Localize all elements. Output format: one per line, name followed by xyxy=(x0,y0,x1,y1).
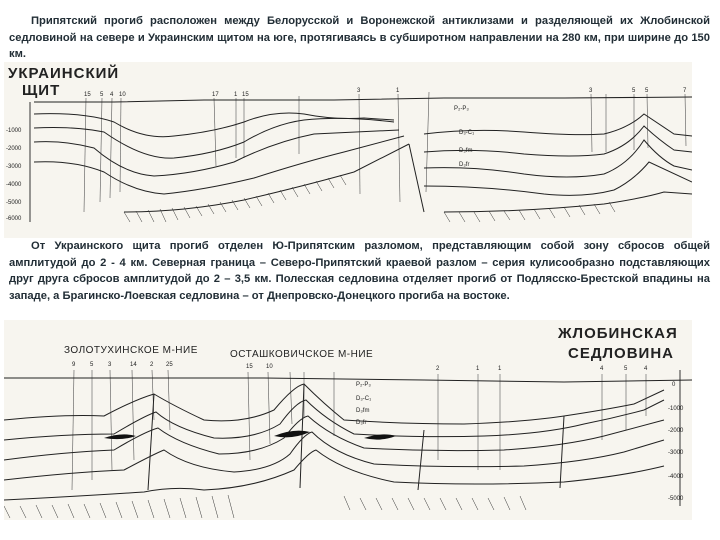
geologic-section-zhlobin-saddle xyxy=(4,320,692,520)
well-number: 5 xyxy=(90,362,94,368)
section-title-line2: СЕДЛОВИНА xyxy=(568,345,674,362)
well-number: 17 xyxy=(212,92,219,98)
well-number: 10 xyxy=(266,364,273,370)
geologic-section-ukrainian-shield xyxy=(4,62,692,238)
well-number: 1 xyxy=(476,366,480,372)
depth-tick: -2000 xyxy=(668,428,684,434)
well-number: 7 xyxy=(683,88,687,94)
well-number: 5 xyxy=(632,88,636,94)
well-number: 4 xyxy=(600,366,604,372)
depth-tick: -4000 xyxy=(6,182,22,188)
formation-label: P₂-P₃ xyxy=(454,106,469,112)
depth-tick: 0 xyxy=(672,382,676,388)
depth-tick: -5000 xyxy=(668,496,684,502)
well-number: 25 xyxy=(166,362,173,368)
well-number: 10 xyxy=(119,92,126,98)
formation-label: D₃-C₁ xyxy=(459,130,475,136)
depth-tick: -2000 xyxy=(6,146,22,152)
well-number: 3 xyxy=(357,88,361,94)
well-number: 1 xyxy=(234,92,238,98)
field-label-ostashkovichskoe: ОСТАШКОВИЧСКОЕ М-НИЕ xyxy=(230,349,374,360)
well-number: 1 xyxy=(498,366,502,372)
formation-label: D₃-C₁ xyxy=(356,396,372,402)
well-number: 4 xyxy=(644,366,648,372)
well-number: 1 xyxy=(396,88,400,94)
well-number: 14 xyxy=(130,362,137,368)
depth-tick: -3000 xyxy=(6,164,22,170)
field-label-zolotukhinskoe: ЗОЛОТУХИНСКОЕ М-НИЕ xyxy=(64,345,198,356)
well-number: 5 xyxy=(100,92,104,98)
geologic-section-drawing xyxy=(4,320,692,520)
paragraph-intro: Припятский прогиб расположен между Белорусской и Воронежской антиклизами и разделяющей их Жлобинской седловиной на севере и Украинским щитом на юге, протягиваясь в субширотном направлении на 280 км, при ширине до 150 км. xyxy=(9,15,710,60)
formation-label: D₃fm xyxy=(356,408,370,414)
depth-tick: -1000 xyxy=(668,406,684,412)
depth-tick: -4000 xyxy=(668,474,684,480)
formation-label: D₃fm xyxy=(459,148,473,154)
well-number: 2 xyxy=(150,362,154,368)
section-title-line1: ЖЛОБИНСКАЯ xyxy=(558,325,678,342)
paragraph-boundaries: От Украинского щита прогиб отделен Ю-Припятским разломом, представляющим собой зону сбросов общей амплитудой до 2 - 4 км. Северная граница – Северо-Припятский краевой разлом – серия кулисообразно подставляющих друг друга сбросов амплитудой до 2 – 3,5 км. Полесская седловина отделяет прогиб от Подлясско-Брестской впадины на западе, а Брагинско-Лоевская седловина – от Днепровско-Донецкого прогиба на востоке. xyxy=(9,240,710,302)
well-number: 5 xyxy=(645,88,649,94)
formation-label: P₂-P₃ xyxy=(356,382,371,388)
well-number: 2 xyxy=(436,366,440,372)
formation-label: D₃fr xyxy=(459,162,470,168)
depth-tick: -1000 xyxy=(6,128,22,134)
well-number: 3 xyxy=(108,362,112,368)
section-title-line1: УКРАИНСКИЙ xyxy=(8,65,120,82)
well-number: 5 xyxy=(624,366,628,372)
depth-tick: -6000 xyxy=(6,216,22,222)
depth-tick: -5000 xyxy=(6,200,22,206)
well-number: 3 xyxy=(589,88,593,94)
well-number: 4 xyxy=(110,92,114,98)
section-title-line2: ЩИТ xyxy=(22,82,61,99)
depth-tick: -3000 xyxy=(668,450,684,456)
well-number: 15 xyxy=(84,92,91,98)
formation-label: D₃fr xyxy=(356,420,367,426)
well-number: 15 xyxy=(246,364,253,370)
well-number: 15 xyxy=(242,92,249,98)
geologic-section-drawing xyxy=(4,62,692,238)
well-number: 9 xyxy=(72,362,76,368)
